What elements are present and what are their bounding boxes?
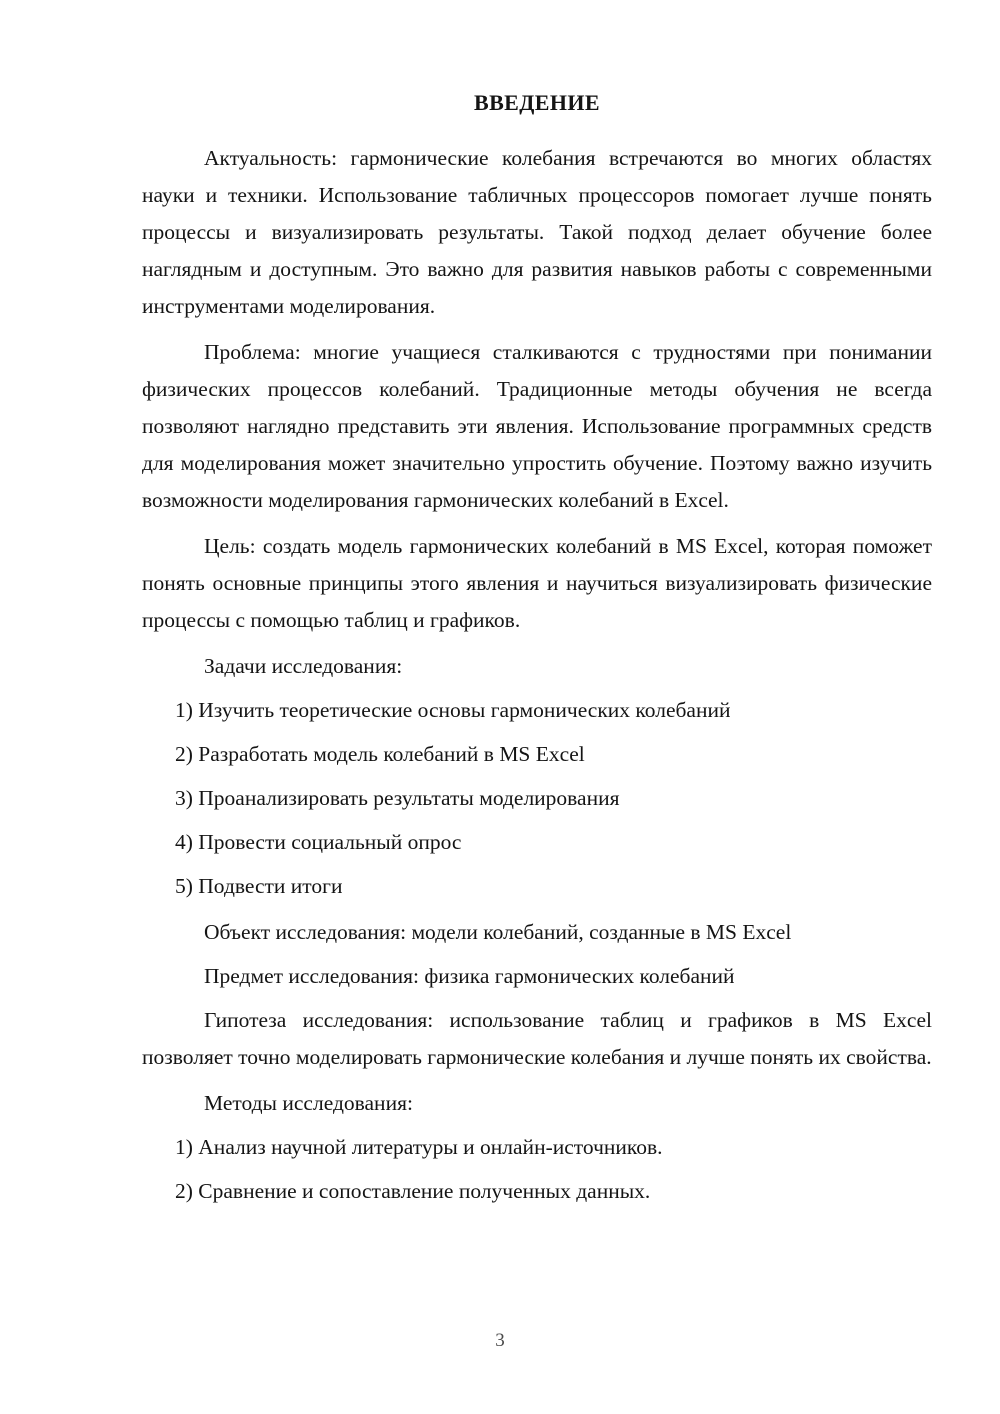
spacer [142,1122,932,1129]
list-item: 5) Подвести итоги [175,874,343,898]
spacer [142,1076,932,1085]
list-item: 1) Анализ научной литературы и онлайн-источников. [175,1135,663,1159]
list-item: 2) Разработать модель колебаний в MS Excel [175,742,585,766]
paragraph-goal: Цель: создать модель гармонических колебаний в MS Excel, которая поможет понять основные принципы этого явления и научиться визуализировать физические процессы с помощью таблиц и графиков. [142,534,932,632]
spacer [142,905,932,914]
list-item: 3) Проанализировать результаты моделирования [175,786,620,810]
list-item: 1) Изучить теоретические основы гармонических колебаний [175,698,731,722]
page-number: 3 [495,1330,505,1351]
spacer [142,817,932,824]
page-content [142,88,932,1210]
spacer [142,639,932,648]
paragraph-problem: Проблема: многие учащиеся сталкиваются с трудностями при понимании физических процессов колебаний. Традиционные методы обучения не всегда позволяют наглядно представить эти явления. Использование программных средств для моделирования может значительно упростить обучение. Поэтому важно изучить возможности моделирования гармонических колебаний в Excel. [142,340,932,512]
list-item: 4) Провести социальный опрос [175,830,462,854]
spacer [142,685,932,692]
tasks-title: Задачи исследования: [204,654,403,678]
spacer [142,729,932,736]
paragraph-subject: Предмет исследования: физика гармонических колебаний [204,964,735,988]
paragraph-hypothesis: Гипотеза исследования: использование таблиц и графиков в MS Excel позволяет точно моделировать гармонические колебания и лучше понять их свойства. [142,1008,932,1069]
page-title: ВВЕДЕНИЕ [474,90,600,115]
spacer [142,995,932,1002]
list-item: 2) Сравнение и сопоставление полученных данных. [175,1179,651,1203]
spacer [142,773,932,780]
paragraph-object: Объект исследования: модели колебаний, созданные в MS Excel [204,920,792,944]
spacer [142,1166,932,1173]
paragraph-relevance: Актуальность: гармонические колебания встречаются во многих областях науки и техники. Использование табличных процессоров помогает лучше понять процессы и визуализировать результаты. Такой подход делает обучение более наглядным и доступным. Это важно для развития навыков работы с современными инструментами моделирования. [142,146,932,318]
spacer [142,951,932,958]
spacer [142,861,932,868]
methods-title: Методы исследования: [204,1091,413,1115]
